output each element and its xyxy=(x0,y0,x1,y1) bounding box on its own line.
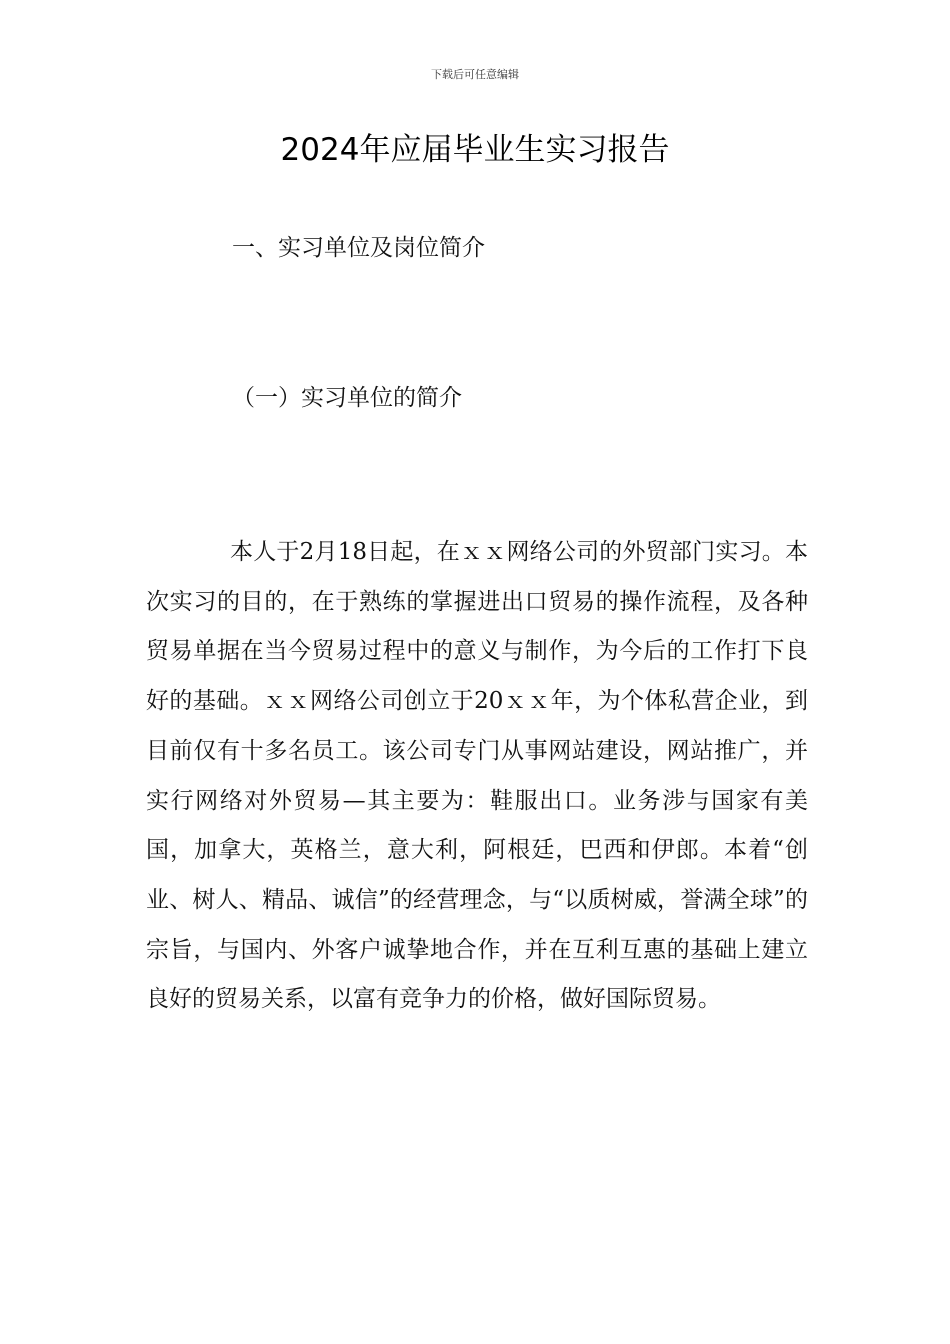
section-heading: 一、实习单位及岗位简介 xyxy=(232,235,485,261)
header-note: 下载后可任意编辑 xyxy=(431,68,519,81)
document-title: 2024年应届毕业生实习报告 xyxy=(280,132,670,168)
subsection-heading: （一）实习单位的简介 xyxy=(232,385,462,411)
body-paragraph: 本人于2月18日起，在ｘｘ网络公司的外贸部门实习。本次实习的目的，在于熟练的掌握进出口贸易的操作流程，及各种贸易单据在当今贸易过程中的意义与制作，为今后的工作打下良好的基础。ｘｘ网络公司创立于20ｘｘ年，为个体私营企业，到目前仅有十多名员工。该公司专门从事网站建设，网站推广，并实行网络对外贸易—其主要为：鞋服出口。业务涉与国家有美国，加拿大，英格兰，意大利，阿根廷，巴西和伊郎。本着“创业、树人、精品、诚信”的经营理念，与“以质树威，誉满全球”的宗旨，与国内、外客户诚挚地合作，并在互利互惠的基础上建立良好的贸易关系，以富有竞争力的价格，做好国际贸易。 xyxy=(146,539,808,1013)
